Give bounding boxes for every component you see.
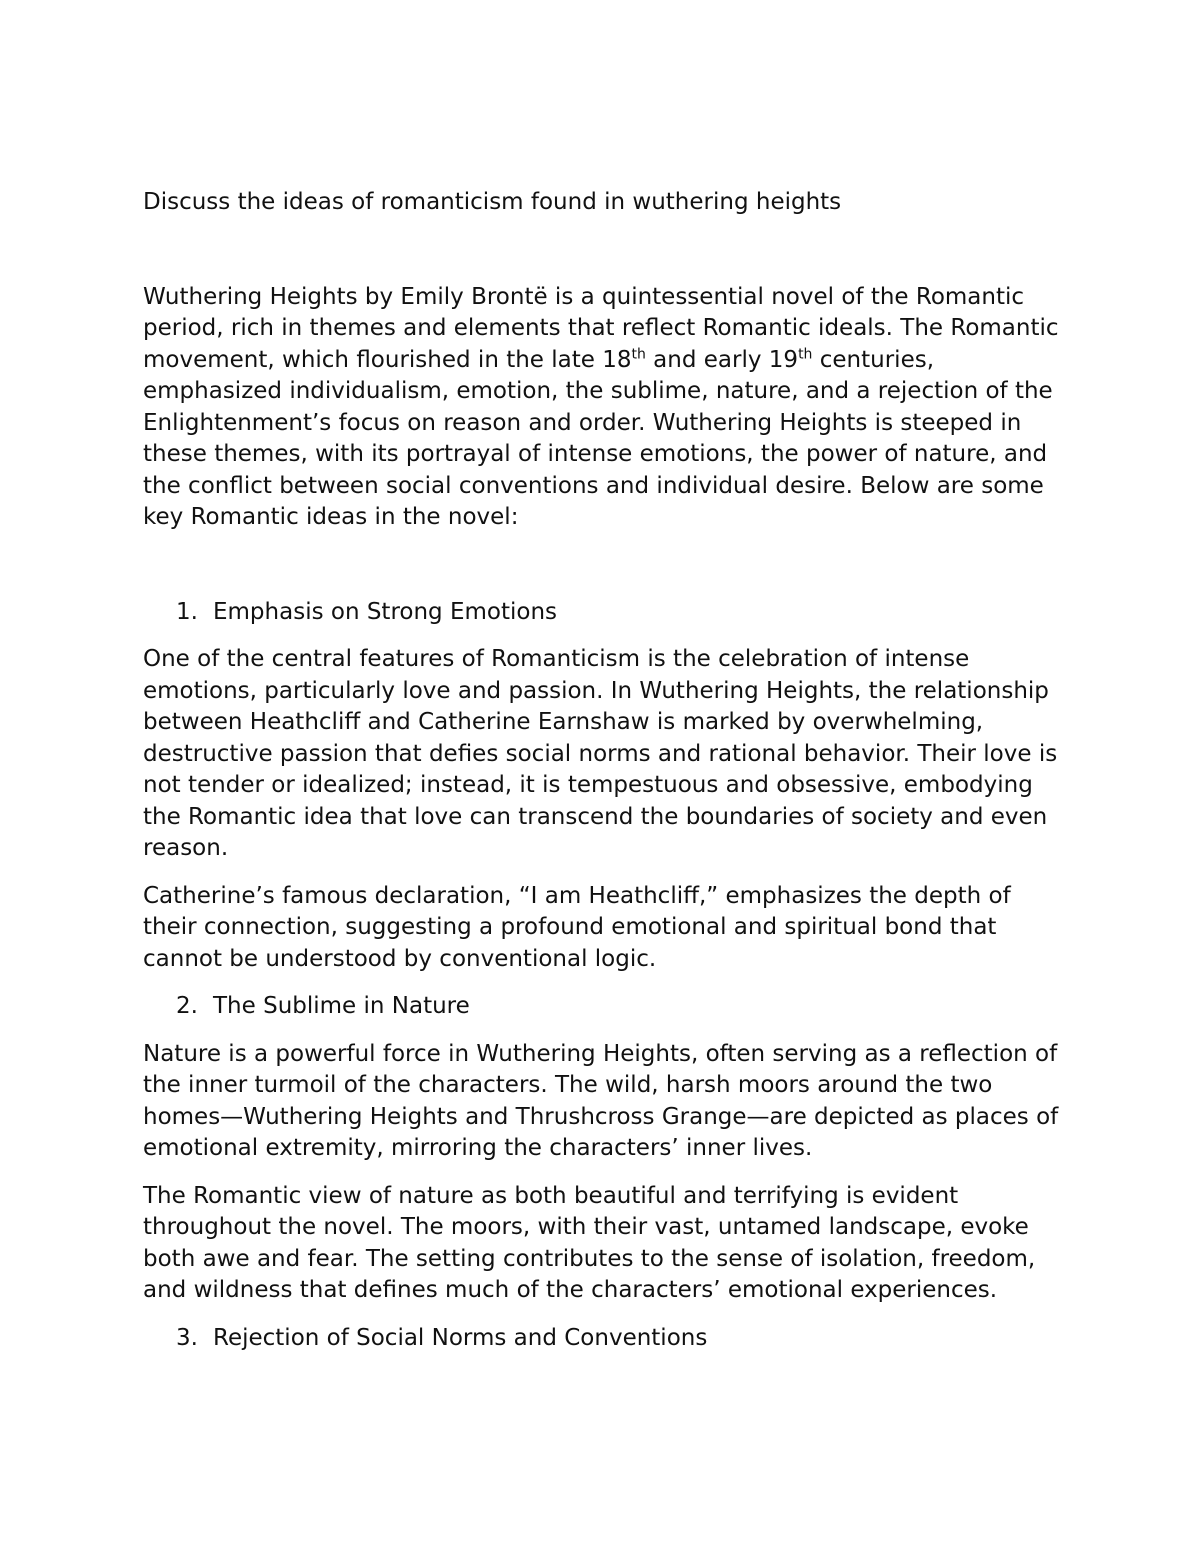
section-heading-1 [143,597,1068,629]
section-number-1: 1. [176,598,198,625]
superscript-th-1: th [631,345,646,362]
section-2-paragraph-1: Nature is a powerful force in Wuthering Heights, often serving as a reflection of the inner turmoil of the characters. The wild, harsh moors around the two homes—Wuthering Heights and Thrushcross Grange—are depicted as places of emotional extremity, mirroring the characters’ inner lives. [143,1040,1059,1161]
superscript-th-2: th [798,345,813,362]
section-1-paragraph-1: One of the central features of Romanticism is the celebration of intense emotions, particularly love and passion. In Wuthering Heights, the relationship between Heathcliff and Catherine Earnshaw is marked by overwhelming, destructive passion that defies social norms and rational behavior. Their love is not tender or idealized; instead, it is tempestuous and obsessive, embodying the Romantic idea that love can transcend the boundaries of society and even reason. [143,646,1058,861]
intro-text-part2: and early 19 [645,346,799,373]
section-number-3: 3. [176,1324,198,1351]
section-number-2: 2. [176,993,198,1019]
section-heading-text-1: Emphasis on Strong Emotions [213,598,558,625]
document-title: Discuss the ideas of romanticism found in wuthering heights [143,189,842,215]
intro-text-part3: centuries, emphasized individualism, emotion, the sublime, nature, and a rejection of the Enlightenment’s focus on reason and order. Wuthering Heights is steeped in these themes, with its portrayal of intense emotions, the power of nature, and the conflict between social conventions and individual desire. Below are some key Romantic ideas in the novel: [143,346,1053,530]
section-heading-2 [143,991,1068,1023]
section-heading-3 [143,1323,1068,1355]
intro-paragraph [143,282,1068,534]
intro-text-part1: Wuthering Heights by Emily Brontë is a quintessential novel of the Romantic period, rich in themes and elements that reflect Romantic ideals. The Romantic movement, which flourished in the late 18 [143,283,1059,373]
section-heading-text-3: Rejection of Social Norms and Conventions [213,1324,708,1351]
section-1-paragraph-2: Catherine’s famous declaration, “I am Heathcliff,” emphasizes the depth of their connection, suggesting a profound emotional and spiritual bond that cannot be understood by conventional logic. [143,882,1011,972]
section-2-paragraph-2: The Romantic view of nature as both beautiful and terrifying is evident throughout the novel. The moors, with their vast, untamed landscape, evoke both awe and fear. The setting contributes to the sense of isolation, freedom, and wildness that defines much of the characters’ emotional experiences. [143,1182,1036,1303]
document-body [143,187,1068,1354]
section-heading-text-2: The Sublime in Nature [213,993,470,1019]
